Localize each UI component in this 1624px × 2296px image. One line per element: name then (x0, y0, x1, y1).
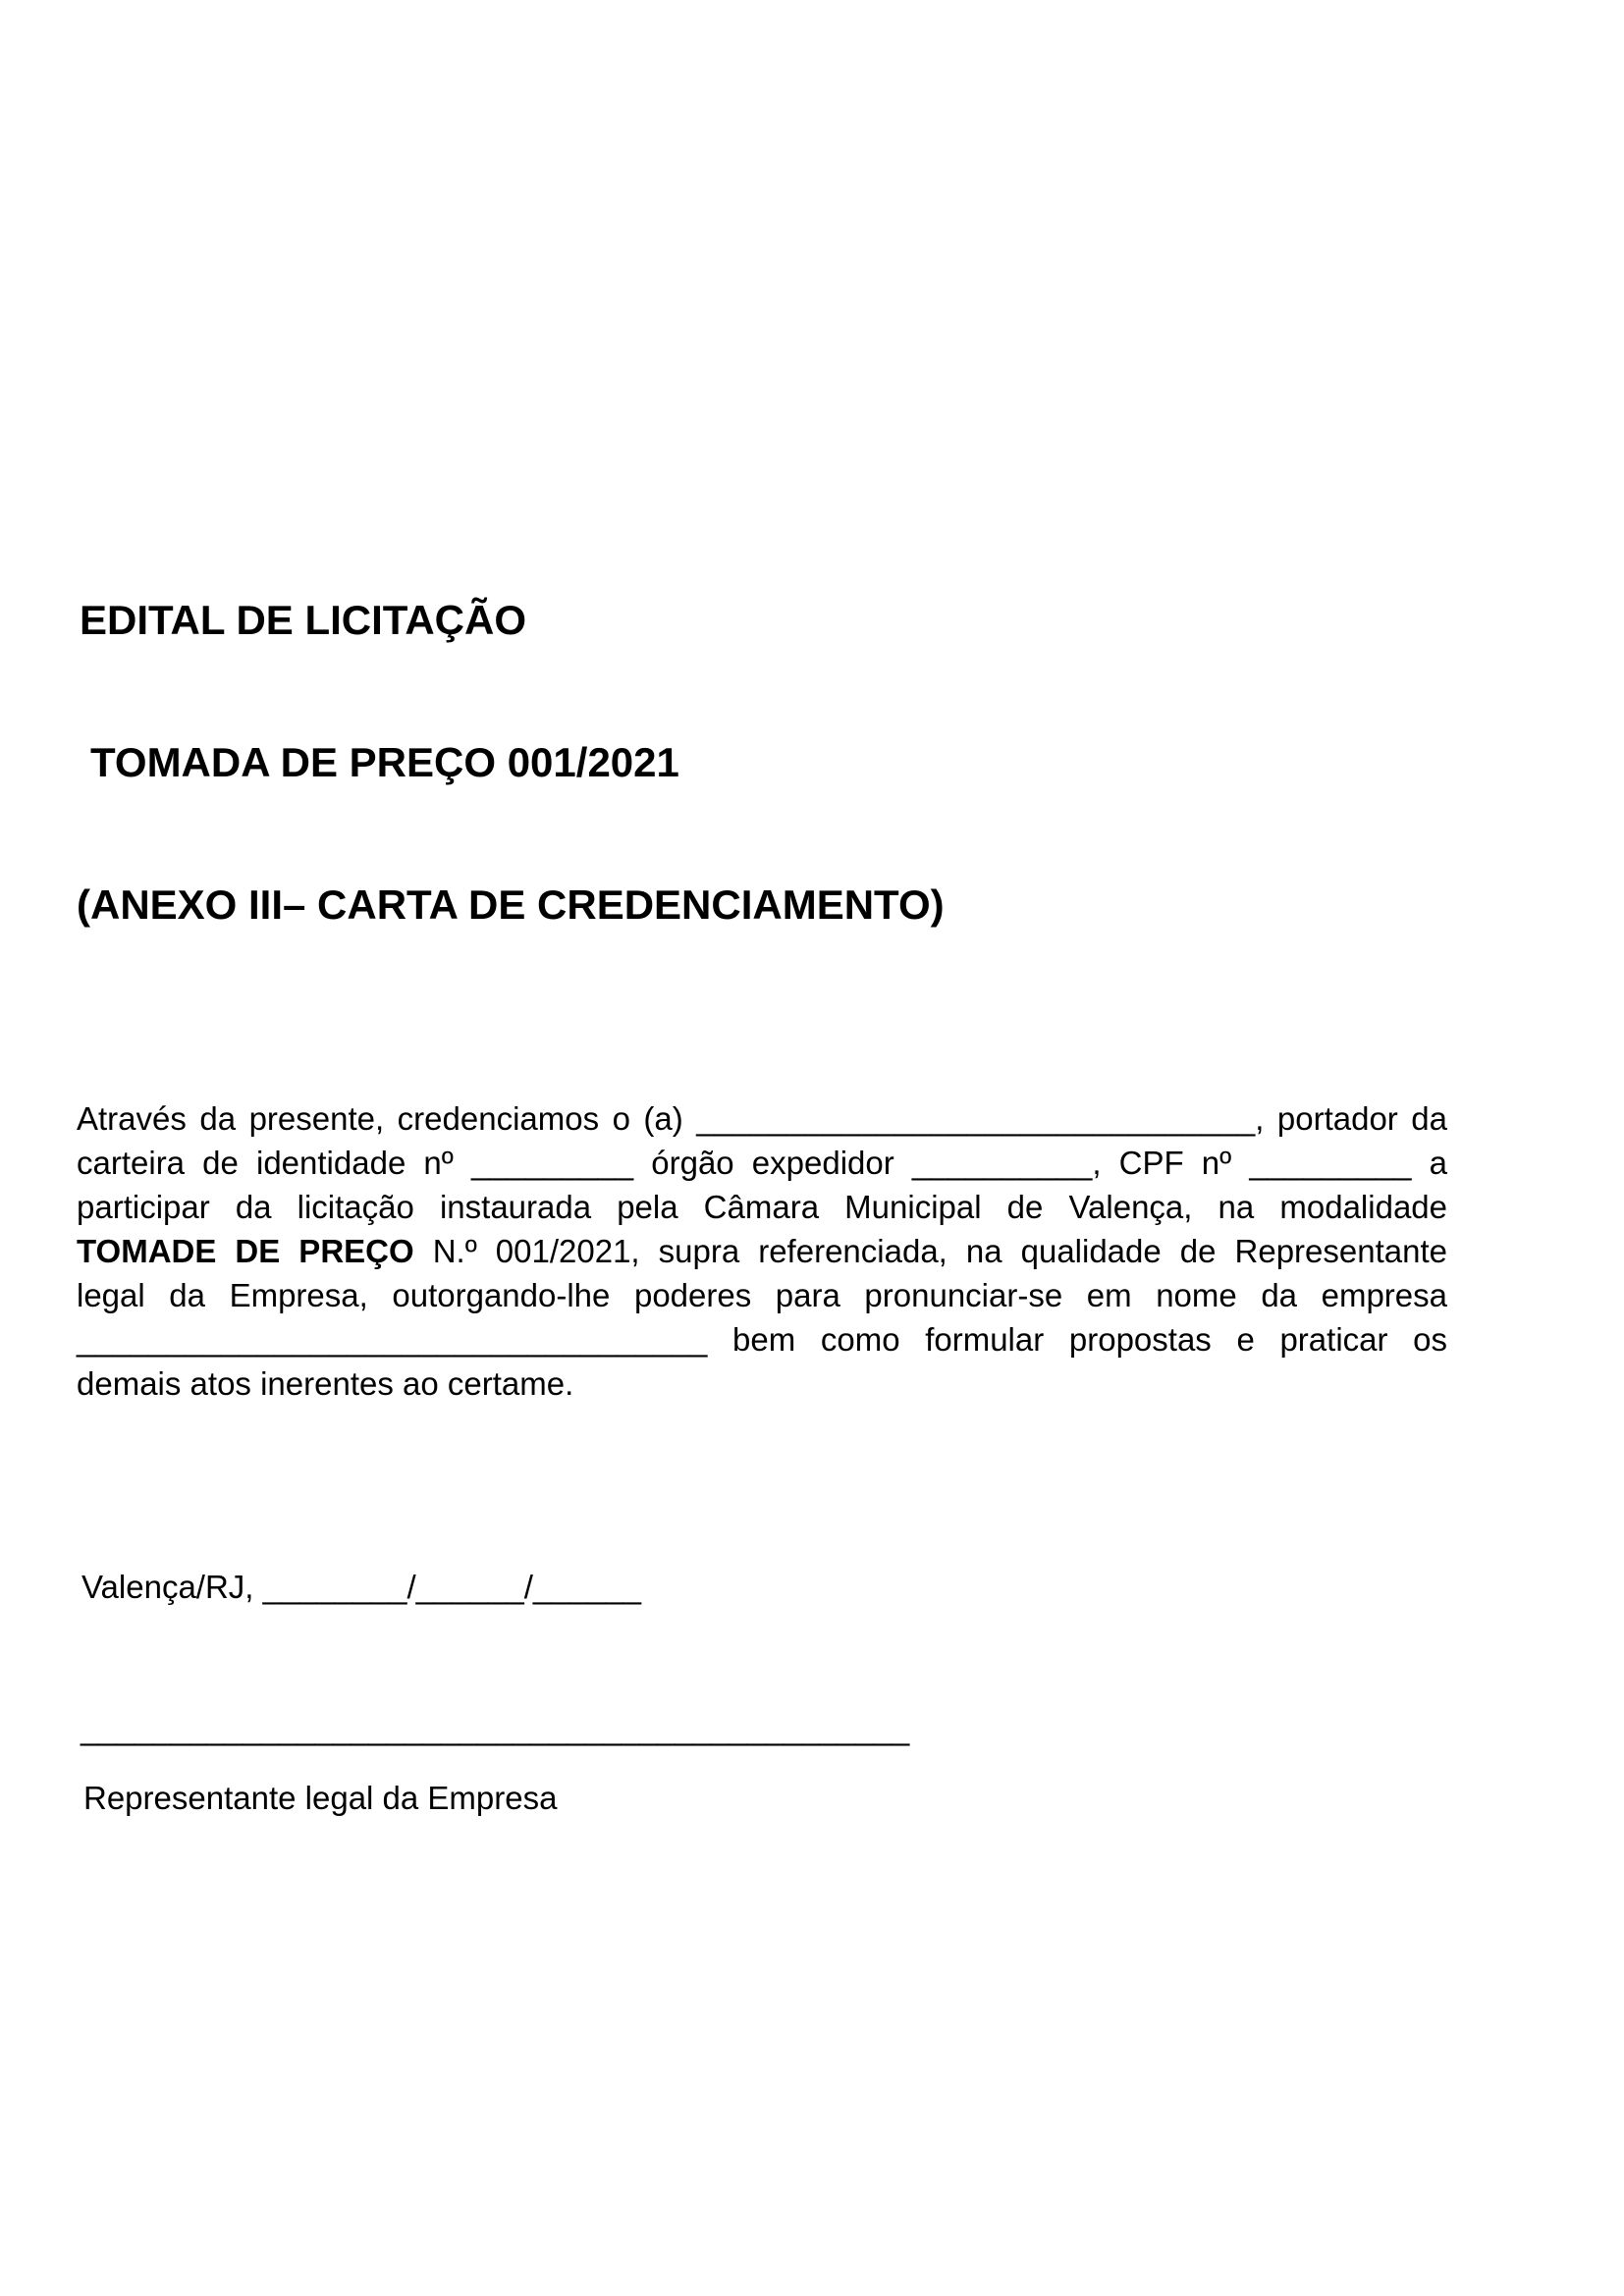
body-paragraph (77, 1096, 1447, 1406)
paragraph-line: ___________________________________ bem como formular propostas e praticar os (77, 1321, 1447, 1358)
paragraph-line: participar da licitação instaurada pela Câmara Municipal de Valença, na modalidade (77, 1189, 1447, 1225)
signature-label: Representante legal da Empresa (83, 1780, 558, 1816)
signature-line: ______________________________________________ (81, 1710, 910, 1746)
date-line: Valença/RJ, ________/______/______ (81, 1569, 642, 1605)
paragraph-line: carteira de identidade nº _________ órgão expedidor __________, CPF nº _________ a (77, 1145, 1447, 1181)
paragraph-line: Através da presente, credenciamos o (a) _______________________________, portador da (77, 1100, 1447, 1137)
paragraph-line: legal da Empresa, outorgando-lhe poderes para pronunciar-se em nome da empresa (77, 1277, 1447, 1313)
paragraph-bold-text: TOMADE DE PREÇO (77, 1233, 414, 1269)
heading-anexo-carta-credenciamento: (ANEXO III– CARTA DE CREDENCIAMENTO) (77, 881, 945, 928)
heading-edital-de-licitacao: EDITAL DE LICITAÇÃO (80, 597, 526, 643)
heading-tomada-de-preco: TOMADA DE PREÇO 001/2021 (90, 739, 679, 785)
paragraph-line: TOMADE DE PREÇO N.º 001/2021, supra referenciada, na qualidade de Representante (77, 1233, 1448, 1269)
paragraph-line: demais atos inerentes ao certame. (77, 1365, 574, 1402)
